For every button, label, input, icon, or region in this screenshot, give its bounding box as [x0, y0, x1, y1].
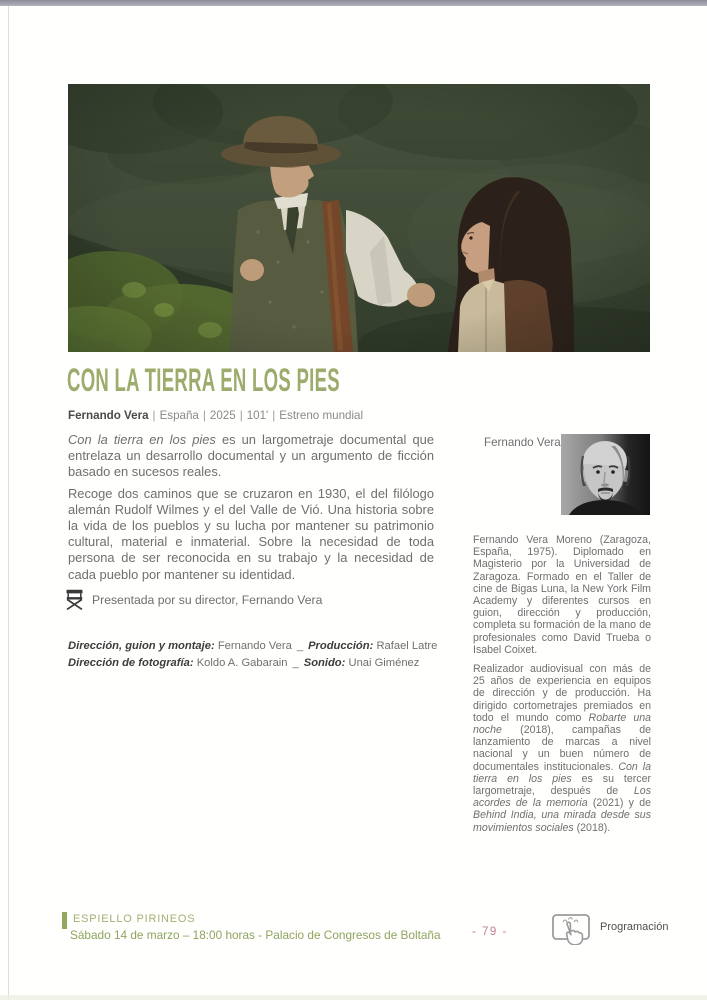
- program-tag: [550, 909, 668, 945]
- credit-label: Sonido:: [303, 656, 346, 669]
- credits-block: [68, 638, 448, 671]
- scan-artifact-left-edge: [8, 6, 9, 1000]
- film-still-photo: [68, 84, 650, 352]
- credits-line-1: [68, 638, 448, 655]
- bio-text: Realizador audiovisual con más de 25 años de experiencia en equipos de dirección y de producción. Ha dirigido cortometrajes premiados en todo el mundo como: [473, 663, 651, 724]
- film-duration: 101': [246, 409, 269, 422]
- director-chair-icon: [65, 589, 84, 610]
- film-title: CON LA TIERRA EN LOS PIES: [67, 362, 340, 398]
- synopsis-p1-text: es un largometraje documental que entrelaza un desarrollo documental y un argumento de ficción basado en sucesos reales.: [68, 432, 434, 480]
- program-label: Programación: [600, 921, 669, 933]
- presenter-text: Presentada por su director, Fernando Vera: [92, 592, 323, 607]
- film-title-inline: Behind India, una mirada desde sus movimientos sociales: [473, 809, 651, 834]
- film-title-inline: Los acordes de la memoria: [473, 785, 651, 810]
- director-bio: [473, 534, 651, 841]
- film-meta-line: [68, 409, 363, 422]
- scan-artifact-top: [0, 0, 707, 6]
- bio-text: (2021) y de: [587, 797, 651, 810]
- credit-label: Producción:: [308, 640, 374, 652]
- director-name-label: Fernando Vera: [484, 436, 561, 449]
- separator: |: [272, 409, 276, 422]
- scan-artifact-bottom: [0, 995, 707, 1000]
- bio-paragraph-2: [473, 663, 651, 834]
- film-title-inline: Con la tierra en los pies: [473, 760, 651, 785]
- bio-text: es su tercer largometraje, después de: [473, 772, 651, 798]
- synopsis-paragraph-1: [68, 432, 434, 481]
- film-title-inline: Con la tierra en los pies: [68, 432, 216, 447]
- credit-value: Fernando Vera: [217, 640, 292, 652]
- synopsis: [68, 432, 434, 588]
- film-premiere: Estreno mundial: [279, 409, 364, 422]
- film-title-inline: Robarte una noche: [473, 711, 652, 737]
- separator: _: [292, 656, 299, 669]
- bio-paragraph-1: Fernando Vera Moreno (Zaragoza, España, 1975). Diplomado en Magisterio por la Universidad de Zaragoza. Formado en el Taller de cine de Bigas Luna, la New York Film Academy y diferentes cursos en guion, dirección y producción, completa su formación de la mano de profesionales como David Trueba o Isabel Coixet.: [473, 534, 651, 656]
- film-country: España: [159, 409, 199, 422]
- film-year: 2025: [209, 409, 236, 422]
- page-number: - 79 -: [472, 926, 508, 938]
- credits-line-2: [68, 655, 448, 672]
- bio-text: (2018), campañas de lanzamiento de marcas a nivel nacional y un buen número de documentales institucionales.: [473, 724, 651, 773]
- presenter-note: [65, 589, 322, 610]
- credit-value: Rafael Latre: [376, 640, 438, 652]
- synopsis-paragraph-2: Recoge dos caminos que se cruzaron en 1930, el del filólogo alemán Rudolf Wilmes y el del Valle de Vió. Una historia sobre la vida de los pueblos y su lucha por mantener su patrimonio cultural, material e inmaterial. Sobre la necesidad de toda persona de ser reconocida en su trabajo y la necesidad de cada pueblo por mantener su identidad.: [68, 485, 434, 582]
- separator: |: [202, 409, 206, 422]
- separator: |: [239, 409, 243, 422]
- credit-value: Unai Giménez: [348, 656, 420, 669]
- film-director: Fernando Vera: [68, 409, 149, 422]
- bio-text: (2018).: [573, 821, 611, 834]
- separator: _: [296, 640, 304, 652]
- credit-label: Dirección, guion y montaje:: [68, 640, 215, 652]
- director-portrait-photo: [561, 434, 650, 515]
- credit-value: Koldo A. Gabarain: [196, 656, 288, 669]
- credit-label: Dirección de fotografía:: [68, 656, 194, 669]
- festival-section-title: ESPIELLO PIRINEOS: [73, 913, 196, 925]
- festival-accent-bar: [62, 912, 67, 929]
- touch-screen-icon: [550, 909, 592, 945]
- separator: |: [152, 409, 156, 422]
- screening-session-info: Sábado 14 de marzo – 18:00 horas - Palacio de Congresos de Boltaña: [70, 928, 441, 942]
